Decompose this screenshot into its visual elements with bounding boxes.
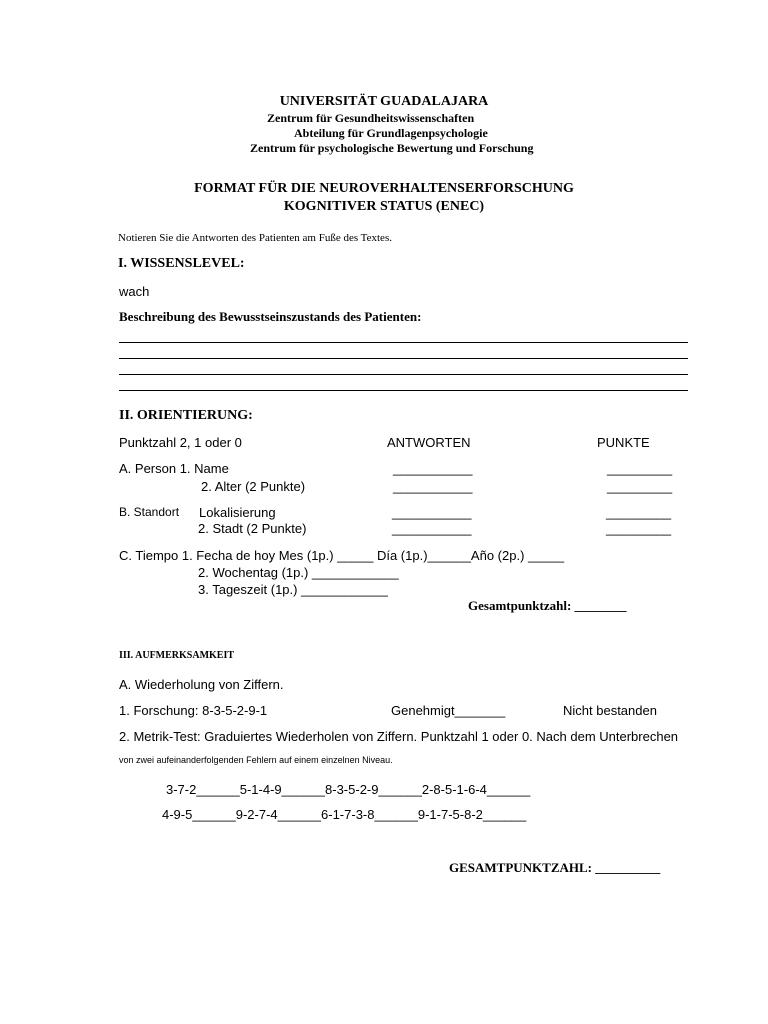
department-name: Abteilung für Grundlagenpsychologie [294, 126, 488, 140]
orientation-total[interactable]: Gesamtpunktzahl: ________ [468, 598, 627, 613]
failed-label: Nicht bestanden [563, 703, 657, 718]
digit-sequence-row-1[interactable]: 3-7-2______5-1-4-9______8-3-5-2-9______2-8-5-1-6-4______ [166, 782, 531, 797]
answers-column-header: ANTWORTEN [387, 435, 471, 450]
section-3-heading: III. AUFMERKSAMKEIT [119, 650, 235, 661]
section-1-heading: I. WISSENSLEVEL: [118, 256, 245, 271]
digit-sequence-row-2[interactable]: 4-9-5______9-2-7-4______6-1-7-3-8______9-1-7-5-8-2______ [162, 807, 527, 822]
description-line[interactable] [119, 390, 688, 391]
center-health-sciences: Zentrum für Gesundheitswissenschaften [267, 111, 475, 125]
consciousness-value: wach [119, 284, 150, 299]
answer-field[interactable]: ___________ [392, 521, 472, 536]
place-label: B. Standort [119, 505, 180, 519]
description-line[interactable] [119, 358, 688, 359]
approved-field[interactable]: Genehmigt_______ [391, 703, 506, 718]
place-location-label: Lokalisierung [199, 505, 276, 520]
digit-repetition-item: A. Wiederholung von Ziffern. [119, 677, 284, 692]
attention-total[interactable]: GESAMTPUNKTZAHL: __________ [449, 860, 661, 875]
answer-field[interactable]: ___________ [393, 461, 473, 476]
test-1-label: 1. Forschung: 8-3-5-2-9-1 [119, 703, 268, 718]
points-field[interactable]: _________ [607, 461, 673, 476]
points-column-header: PUNKTE [597, 435, 650, 450]
time-weekday-line[interactable]: 2. Wochentag (1p.) ____________ [198, 565, 399, 580]
instruction-text: Notieren Sie die Antworten des Patienten am Fuße des Textes. [118, 232, 392, 244]
answer-field[interactable]: ___________ [393, 479, 473, 494]
points-field[interactable]: _________ [607, 479, 673, 494]
score-note: Punktzahl 2, 1 oder 0 [119, 435, 242, 450]
test-2-label: 2. Metrik-Test: Graduiertes Wiederholen von Ziffern. Punktzahl 1 oder 0. Nach dem Unterbrechen [119, 729, 679, 744]
points-field[interactable]: _________ [606, 505, 672, 520]
university-name: UNIVERSITÄT GUADALAJARA [279, 94, 489, 109]
place-city-label: 2. Stadt (2 Punkte) [198, 521, 307, 536]
points-field[interactable]: _________ [606, 521, 672, 536]
answer-field[interactable]: ___________ [392, 505, 472, 520]
time-daytime-line[interactable]: 3. Tageszeit (1p.) ____________ [198, 582, 388, 597]
section-2-heading: II. ORIENTIERUNG: [119, 408, 253, 423]
center-evaluation: Zentrum für psychologische Bewertung und Forschung [250, 141, 534, 155]
description-line[interactable] [119, 342, 688, 343]
description-label: Beschreibung des Bewusstseinszustands des Patienten: [119, 309, 422, 324]
person-name-label: A. Person 1. Name [119, 461, 229, 476]
test-2-note: von zwei aufeinanderfolgenden Fehlern auf einem einzelnen Niveau. [119, 755, 393, 765]
description-line[interactable] [119, 374, 688, 375]
person-age-label: 2. Alter (2 Punkte) [201, 479, 306, 494]
document-title-line2: KOGNITIVER STATUS (ENEC) [283, 199, 485, 214]
time-date-line[interactable]: C. Tiempo 1. Fecha de hoy Mes (1p.) _____ Día (1p.)______Año (2p.) _____ [119, 548, 565, 563]
document-title-line1: FORMAT FÜR DIE NEUROVERHALTENSERFORSCHUNG [194, 181, 574, 196]
